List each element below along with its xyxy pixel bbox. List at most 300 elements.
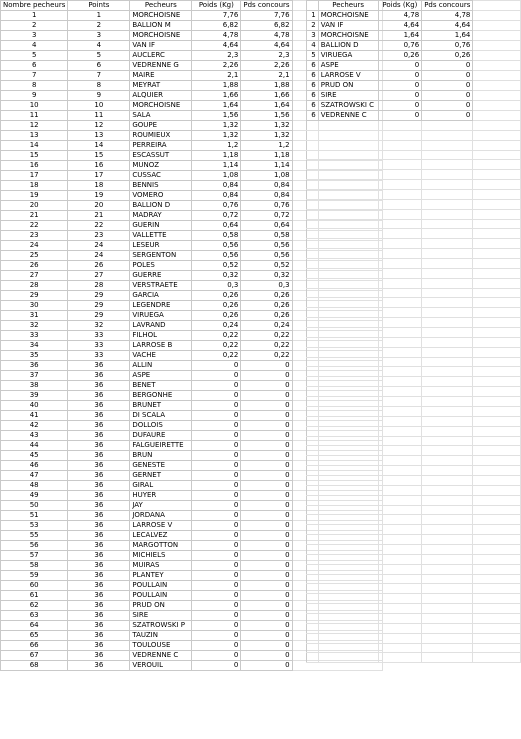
fisher-name-cell[interactable]: AUCLERC: [130, 51, 192, 61]
contest-weight-cell[interactable]: 0: [241, 361, 292, 371]
weight-cell[interactable]: 0,22: [192, 341, 241, 351]
contest-weight-cell[interactable]: 0,26: [241, 291, 292, 301]
fisher-name-cell[interactable]: HUYER: [130, 491, 192, 501]
empty-cell[interactable]: [378, 397, 422, 407]
empty-cell[interactable]: [307, 653, 319, 663]
weight-cell[interactable]: 0: [192, 441, 241, 451]
empty-cell[interactable]: [378, 199, 422, 209]
rank-cell[interactable]: 8: [1, 81, 68, 91]
weight-cell[interactable]: 0: [192, 371, 241, 381]
empty-cell[interactable]: [473, 259, 521, 269]
points-cell[interactable]: 36: [68, 461, 130, 471]
summary-weight-cell[interactable]: 0: [378, 101, 422, 111]
rank-cell[interactable]: 27: [1, 271, 68, 281]
rank-cell[interactable]: 67: [1, 651, 68, 661]
summary-contest-cell[interactable]: 0: [422, 81, 473, 91]
fisher-name-cell[interactable]: MADRAY: [130, 211, 192, 221]
empty-cell[interactable]: [422, 347, 473, 357]
rank-cell[interactable]: 45: [1, 451, 68, 461]
weight-cell[interactable]: 1,14: [192, 161, 241, 171]
fisher-name-cell[interactable]: BALLION M: [130, 21, 192, 31]
empty-cell[interactable]: [307, 397, 319, 407]
weight-cell[interactable]: 1,08: [192, 171, 241, 181]
empty-cell[interactable]: [307, 347, 319, 357]
empty-cell[interactable]: [422, 259, 473, 269]
empty-cell[interactable]: [318, 387, 378, 397]
points-cell[interactable]: 36: [68, 601, 130, 611]
points-cell[interactable]: 36: [68, 361, 130, 371]
empty-cell[interactable]: [378, 328, 422, 338]
rank-cell[interactable]: 37: [1, 371, 68, 381]
summary-name-cell[interactable]: BALLION D: [318, 41, 378, 51]
rank-cell[interactable]: 26: [1, 261, 68, 271]
empty-cell[interactable]: [473, 633, 521, 643]
empty-cell[interactable]: [378, 377, 422, 387]
rank-cell[interactable]: 41: [1, 411, 68, 421]
empty-cell[interactable]: [422, 180, 473, 190]
empty-cell[interactable]: [378, 613, 422, 623]
empty-cell[interactable]: [422, 505, 473, 515]
rank-cell[interactable]: 65: [1, 631, 68, 641]
empty-cell[interactable]: [307, 475, 319, 485]
rank-cell[interactable]: 33: [1, 331, 68, 341]
empty-cell[interactable]: [318, 160, 378, 170]
empty-cell[interactable]: [378, 466, 422, 476]
weight-cell[interactable]: 0,58: [192, 231, 241, 241]
summary-rank-cell[interactable]: 6: [307, 101, 319, 111]
empty-cell[interactable]: [318, 259, 378, 269]
fisher-name-cell[interactable]: VALLETTE: [130, 231, 192, 241]
empty-cell[interactable]: [318, 308, 378, 318]
points-cell[interactable]: 36: [68, 371, 130, 381]
points-cell[interactable]: 6: [68, 61, 130, 71]
points-cell[interactable]: 36: [68, 661, 130, 671]
weight-cell[interactable]: 0: [192, 421, 241, 431]
empty-cell[interactable]: [422, 160, 473, 170]
contest-weight-cell[interactable]: 0,56: [241, 241, 292, 251]
contest-weight-cell[interactable]: 0: [241, 651, 292, 661]
rank-cell[interactable]: 64: [1, 621, 68, 631]
empty-cell[interactable]: [473, 71, 521, 81]
fisher-name-cell[interactable]: VIRUEGA: [130, 311, 192, 321]
summary-contest-cell[interactable]: 4,64: [422, 21, 473, 31]
weight-cell[interactable]: 0: [192, 621, 241, 631]
empty-cell[interactable]: [318, 357, 378, 367]
weight-cell[interactable]: 0: [192, 631, 241, 641]
weight-header[interactable]: Poids (Kg): [192, 1, 241, 11]
contest-weight-cell[interactable]: 0: [241, 431, 292, 441]
empty-cell[interactable]: [422, 219, 473, 229]
empty-cell[interactable]: [307, 180, 319, 190]
rank-cell[interactable]: 58: [1, 561, 68, 571]
empty-cell[interactable]: [422, 495, 473, 505]
fisher-name-cell[interactable]: GOUPE: [130, 121, 192, 131]
summary-name-cell[interactable]: VEDRENNE C: [318, 111, 378, 121]
points-cell[interactable]: 28: [68, 281, 130, 291]
empty-cell[interactable]: [422, 121, 473, 131]
contest-weight-cell[interactable]: 0: [241, 381, 292, 391]
summary-rank-cell[interactable]: 6: [307, 71, 319, 81]
rank-cell[interactable]: 3: [1, 31, 68, 41]
contest-weight-cell[interactable]: 0: [241, 641, 292, 651]
weight-cell[interactable]: 0: [192, 641, 241, 651]
points-cell[interactable]: 24: [68, 241, 130, 251]
points-cell[interactable]: 26: [68, 261, 130, 271]
rank-cell[interactable]: 35: [1, 351, 68, 361]
rank-cell[interactable]: 14: [1, 141, 68, 151]
weight-cell[interactable]: 0: [192, 451, 241, 461]
points-cell[interactable]: 36: [68, 551, 130, 561]
contest-weight-cell[interactable]: 0,22: [241, 341, 292, 351]
empty-cell[interactable]: [318, 604, 378, 614]
fisher-name-cell[interactable]: LESEUR: [130, 241, 192, 251]
rank-cell[interactable]: 4: [1, 41, 68, 51]
rank-cell[interactable]: 1: [1, 11, 68, 21]
empty-cell[interactable]: [378, 426, 422, 436]
rank-cell[interactable]: 29: [1, 291, 68, 301]
rank-cell[interactable]: 63: [1, 611, 68, 621]
fisher-name-cell[interactable]: LARROSE B: [130, 341, 192, 351]
fisher-name-cell[interactable]: BENNIS: [130, 181, 192, 191]
empty-cell[interactable]: [378, 298, 422, 308]
empty-cell[interactable]: [422, 209, 473, 219]
rank-cell[interactable]: 42: [1, 421, 68, 431]
contest-weight-cell[interactable]: 0: [241, 481, 292, 491]
weight-cell[interactable]: 1,88: [192, 81, 241, 91]
rank-cell[interactable]: 24: [1, 241, 68, 251]
points-cell[interactable]: 15: [68, 151, 130, 161]
contest-weight-cell[interactable]: 0: [241, 421, 292, 431]
weight-cell[interactable]: 0,64: [192, 221, 241, 231]
empty-cell[interactable]: [378, 288, 422, 298]
points-cell[interactable]: 36: [68, 591, 130, 601]
fisher-name-cell[interactable]: GARCIA: [130, 291, 192, 301]
contest-weight-cell[interactable]: 0: [241, 571, 292, 581]
weight-cell[interactable]: 0: [192, 411, 241, 421]
empty-cell[interactable]: [422, 653, 473, 663]
empty-cell[interactable]: [307, 594, 319, 604]
summary-contest-cell[interactable]: 0: [422, 111, 473, 121]
empty-cell[interactable]: [422, 397, 473, 407]
fisher-name-cell[interactable]: VERSTRAETE: [130, 281, 192, 291]
empty-cell[interactable]: [318, 574, 378, 584]
fisher-name-cell[interactable]: GERNET: [130, 471, 192, 481]
weight-cell[interactable]: 0,76: [192, 201, 241, 211]
contest-weight-cell[interactable]: 0,3: [241, 281, 292, 291]
weight-cell[interactable]: 0,24: [192, 321, 241, 331]
rank-cell[interactable]: 61: [1, 591, 68, 601]
empty-cell[interactable]: [307, 485, 319, 495]
empty-cell[interactable]: [307, 219, 319, 229]
summary-contest-cell[interactable]: 0: [422, 61, 473, 71]
empty-cell[interactable]: [473, 377, 521, 387]
empty-cell[interactable]: [422, 623, 473, 633]
empty-cell[interactable]: [473, 613, 521, 623]
points-cell[interactable]: 36: [68, 441, 130, 451]
contest-weight-cell[interactable]: 1,14: [241, 161, 292, 171]
empty-cell[interactable]: [318, 466, 378, 476]
empty-cell[interactable]: [378, 239, 422, 249]
empty-cell[interactable]: [378, 318, 422, 328]
empty-cell[interactable]: [307, 436, 319, 446]
fisher-name-cell[interactable]: FILHOL: [130, 331, 192, 341]
rank-cell[interactable]: 48: [1, 481, 68, 491]
weight-cell[interactable]: 2,1: [192, 71, 241, 81]
summary-rank-cell[interactable]: 6: [307, 81, 319, 91]
empty-cell[interactable]: [422, 544, 473, 554]
empty-cell[interactable]: [318, 554, 378, 564]
rank-cell[interactable]: 59: [1, 571, 68, 581]
rank-cell[interactable]: 30: [1, 301, 68, 311]
empty-cell[interactable]: [318, 643, 378, 653]
empty-cell[interactable]: [378, 130, 422, 140]
empty-cell[interactable]: [378, 259, 422, 269]
fisher-name-cell[interactable]: BRUN: [130, 451, 192, 461]
summary-contest-cell[interactable]: 4,78: [422, 11, 473, 21]
contest-weight-cell[interactable]: 1,66: [241, 91, 292, 101]
rank-cell[interactable]: 40: [1, 401, 68, 411]
summary-name-header[interactable]: Pecheurs: [318, 1, 378, 11]
contest-weight-cell[interactable]: 1,56: [241, 111, 292, 121]
empty-cell[interactable]: [307, 150, 319, 160]
rank-cell[interactable]: 46: [1, 461, 68, 471]
empty-cell[interactable]: [473, 318, 521, 328]
contest-weight-cell[interactable]: 0: [241, 471, 292, 481]
weight-cell[interactable]: 1,66: [192, 91, 241, 101]
empty-cell[interactable]: [473, 505, 521, 515]
empty-cell[interactable]: [473, 426, 521, 436]
empty-cell[interactable]: [318, 199, 378, 209]
rank-cell[interactable]: 49: [1, 491, 68, 501]
fisher-name-cell[interactable]: SIRE: [130, 611, 192, 621]
empty-cell[interactable]: [473, 337, 521, 347]
fisher-name-cell[interactable]: PLANTEY: [130, 571, 192, 581]
weight-cell[interactable]: 0,72: [192, 211, 241, 221]
contest-weight-cell[interactable]: 2,3: [241, 51, 292, 61]
empty-cell[interactable]: [473, 1, 521, 11]
points-cell[interactable]: 36: [68, 521, 130, 531]
summary-weight-cell[interactable]: 1,64: [378, 31, 422, 41]
weight-cell[interactable]: 0: [192, 581, 241, 591]
contest-weight-cell[interactable]: 0: [241, 501, 292, 511]
weight-cell[interactable]: 0: [192, 461, 241, 471]
points-cell[interactable]: 8: [68, 81, 130, 91]
empty-cell[interactable]: [422, 436, 473, 446]
fisher-name-cell[interactable]: BENET: [130, 381, 192, 391]
empty-cell[interactable]: [318, 564, 378, 574]
contest-weight-cell[interactable]: 0,84: [241, 181, 292, 191]
summary-rank-cell[interactable]: 2: [307, 21, 319, 31]
rank-cell[interactable]: 32: [1, 321, 68, 331]
empty-cell[interactable]: [422, 525, 473, 535]
fisher-name-cell[interactable]: MORCHOISNE: [130, 101, 192, 111]
empty-cell[interactable]: [422, 239, 473, 249]
empty-cell[interactable]: [473, 229, 521, 239]
empty-cell[interactable]: [307, 308, 319, 318]
empty-cell[interactable]: [378, 150, 422, 160]
rank-cell[interactable]: 66: [1, 641, 68, 651]
empty-cell[interactable]: [318, 219, 378, 229]
fisher-name-cell[interactable]: ASPE: [130, 371, 192, 381]
empty-cell[interactable]: [307, 633, 319, 643]
fisher-name-cell[interactable]: SZATROWSKI P: [130, 621, 192, 631]
empty-cell[interactable]: [307, 377, 319, 387]
contest-weight-cell[interactable]: 0,64: [241, 221, 292, 231]
rank-cell[interactable]: 53: [1, 521, 68, 531]
weight-cell[interactable]: 1,32: [192, 121, 241, 131]
points-cell[interactable]: 11: [68, 111, 130, 121]
contest-weight-cell[interactable]: 0: [241, 631, 292, 641]
rank-cell[interactable]: 10: [1, 101, 68, 111]
points-cell[interactable]: 2: [68, 21, 130, 31]
points-cell[interactable]: 32: [68, 321, 130, 331]
empty-cell[interactable]: [473, 446, 521, 456]
points-cell[interactable]: 36: [68, 431, 130, 441]
points-cell[interactable]: 16: [68, 161, 130, 171]
contest-weight-cell[interactable]: 0,26: [241, 301, 292, 311]
empty-cell[interactable]: [378, 525, 422, 535]
contest-weight-cell[interactable]: 0,26: [241, 311, 292, 321]
empty-cell[interactable]: [307, 446, 319, 456]
weight-cell[interactable]: 0,32: [192, 271, 241, 281]
empty-cell[interactable]: [378, 564, 422, 574]
contest-weight-cell[interactable]: 0: [241, 491, 292, 501]
empty-cell[interactable]: [307, 495, 319, 505]
fisher-name-cell[interactable]: GUERRE: [130, 271, 192, 281]
contest-weight-header[interactable]: Pds concours: [241, 1, 292, 11]
empty-cell[interactable]: [473, 199, 521, 209]
empty-cell[interactable]: [378, 436, 422, 446]
empty-cell[interactable]: [318, 180, 378, 190]
empty-cell[interactable]: [307, 367, 319, 377]
summary-contest-cell[interactable]: 0: [422, 71, 473, 81]
points-cell[interactable]: 36: [68, 541, 130, 551]
fisher-name-cell[interactable]: SALA: [130, 111, 192, 121]
points-cell[interactable]: 36: [68, 481, 130, 491]
empty-cell[interactable]: [378, 475, 422, 485]
empty-cell[interactable]: [422, 268, 473, 278]
contest-weight-cell[interactable]: 0,72: [241, 211, 292, 221]
empty-cell[interactable]: [307, 160, 319, 170]
weight-cell[interactable]: 0,22: [192, 331, 241, 341]
points-cell[interactable]: 20: [68, 201, 130, 211]
empty-cell[interactable]: [378, 180, 422, 190]
empty-cell[interactable]: [422, 190, 473, 200]
points-cell[interactable]: 33: [68, 331, 130, 341]
fisher-name-cell[interactable]: LEGENDRE: [130, 301, 192, 311]
empty-cell[interactable]: [422, 564, 473, 574]
weight-cell[interactable]: 0: [192, 491, 241, 501]
summary-contest-cell[interactable]: 0,26: [422, 51, 473, 61]
points-cell[interactable]: 12: [68, 121, 130, 131]
empty-cell[interactable]: [473, 61, 521, 71]
contest-weight-cell[interactable]: 4,78: [241, 31, 292, 41]
contest-weight-cell[interactable]: 0: [241, 661, 292, 671]
empty-cell[interactable]: [473, 81, 521, 91]
fisher-name-cell[interactable]: MORCHOISNE: [130, 31, 192, 41]
empty-cell[interactable]: [378, 604, 422, 614]
points-cell[interactable]: 21: [68, 211, 130, 221]
empty-cell[interactable]: [422, 446, 473, 456]
empty-cell[interactable]: [378, 209, 422, 219]
contest-weight-cell[interactable]: 1,64: [241, 101, 292, 111]
rank-cell[interactable]: 31: [1, 311, 68, 321]
fisher-name-cell[interactable]: TAUZIN: [130, 631, 192, 641]
summary-weight-cell[interactable]: 0: [378, 71, 422, 81]
fisher-name-cell[interactable]: GENESTE: [130, 461, 192, 471]
empty-cell[interactable]: [378, 160, 422, 170]
empty-cell[interactable]: [473, 21, 521, 31]
points-cell[interactable]: 14: [68, 141, 130, 151]
weight-cell[interactable]: 0,26: [192, 311, 241, 321]
contest-weight-cell[interactable]: 2,26: [241, 61, 292, 71]
fisher-name-cell[interactable]: DI SCALA: [130, 411, 192, 421]
fisher-name-cell[interactable]: VEDRENNE C: [130, 651, 192, 661]
empty-cell[interactable]: [473, 456, 521, 466]
rank-cell[interactable]: 68: [1, 661, 68, 671]
empty-cell[interactable]: [422, 613, 473, 623]
weight-cell[interactable]: 4,64: [192, 41, 241, 51]
summary-contest-header[interactable]: Pds concours: [422, 1, 473, 11]
empty-cell[interactable]: [307, 229, 319, 239]
contest-weight-cell[interactable]: 1,18: [241, 151, 292, 161]
empty-cell[interactable]: [318, 249, 378, 259]
empty-cell[interactable]: [422, 475, 473, 485]
empty-cell[interactable]: [307, 249, 319, 259]
fisher-name-cell[interactable]: PERREIRA: [130, 141, 192, 151]
empty-cell[interactable]: [473, 367, 521, 377]
empty-cell[interactable]: [473, 653, 521, 663]
contest-weight-cell[interactable]: 0: [241, 511, 292, 521]
empty-cell[interactable]: [307, 525, 319, 535]
empty-cell[interactable]: [318, 140, 378, 150]
empty-cell[interactable]: [473, 357, 521, 367]
empty-cell[interactable]: [473, 268, 521, 278]
summary-rank-header[interactable]: [307, 1, 319, 11]
summary-weight-cell[interactable]: 0,76: [378, 41, 422, 51]
empty-cell[interactable]: [307, 298, 319, 308]
points-cell[interactable]: 36: [68, 471, 130, 481]
empty-cell[interactable]: [473, 584, 521, 594]
empty-cell[interactable]: [378, 278, 422, 288]
empty-cell[interactable]: [422, 643, 473, 653]
points-cell[interactable]: 4: [68, 41, 130, 51]
empty-cell[interactable]: [422, 535, 473, 545]
contest-weight-cell[interactable]: 0: [241, 611, 292, 621]
points-cell[interactable]: 1: [68, 11, 130, 21]
rank-cell[interactable]: 43: [1, 431, 68, 441]
contest-weight-cell[interactable]: 0: [241, 561, 292, 571]
fisher-name-cell[interactable]: VACHE: [130, 351, 192, 361]
fisher-name-cell[interactable]: MUNOZ: [130, 161, 192, 171]
empty-cell[interactable]: [318, 446, 378, 456]
empty-cell[interactable]: [473, 91, 521, 101]
empty-cell[interactable]: [307, 544, 319, 554]
empty-cell[interactable]: [318, 367, 378, 377]
empty-cell[interactable]: [473, 406, 521, 416]
empty-cell[interactable]: [422, 466, 473, 476]
fisher-name-cell[interactable]: POLES: [130, 261, 192, 271]
empty-cell[interactable]: [307, 288, 319, 298]
contest-weight-cell[interactable]: 0: [241, 621, 292, 631]
empty-cell[interactable]: [473, 239, 521, 249]
contest-weight-cell[interactable]: 0,52: [241, 261, 292, 271]
empty-cell[interactable]: [422, 328, 473, 338]
points-cell[interactable]: 27: [68, 271, 130, 281]
contest-weight-cell[interactable]: 1,08: [241, 171, 292, 181]
empty-cell[interactable]: [378, 229, 422, 239]
empty-cell[interactable]: [307, 239, 319, 249]
